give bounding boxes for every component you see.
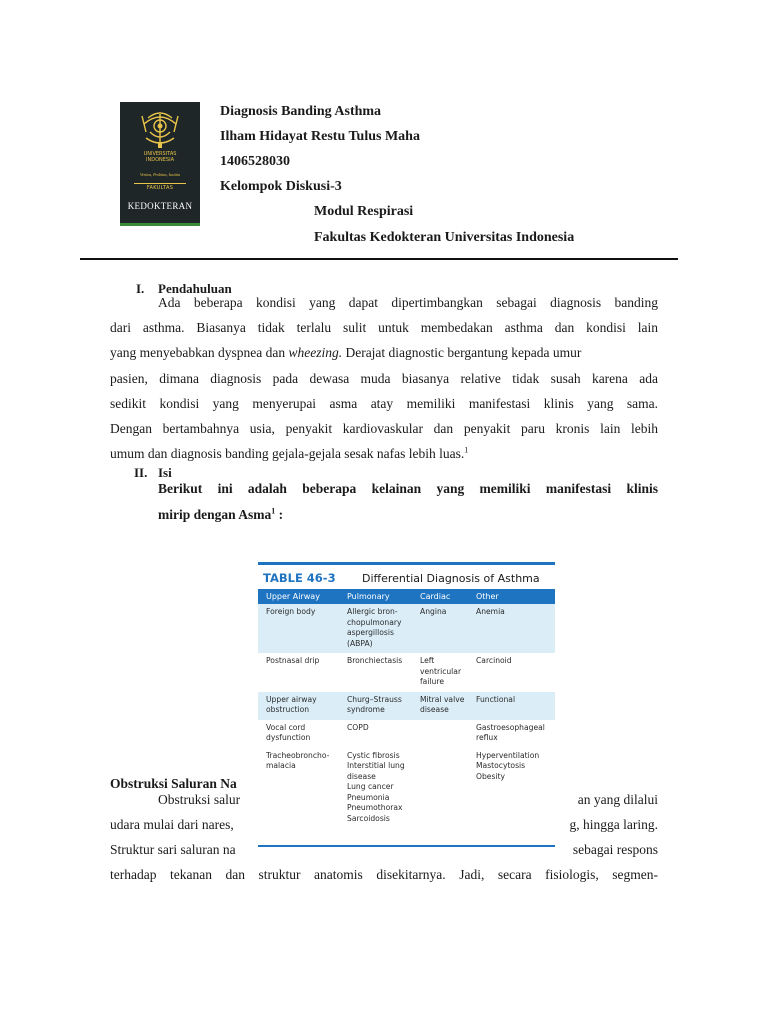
section3-line4: terhadap tekanan dan struktur anatomis disekitarnya. Jadi, secara fisiologis, segmen- <box>110 867 658 882</box>
section2-title: Isi <box>158 465 172 480</box>
table-cell: Anemia <box>476 607 505 616</box>
table-cell: Left ventricular failure <box>420 656 462 686</box>
section3-line2-left: udara mulai dari nares, <box>110 817 234 832</box>
table-header-cell: Other <box>476 592 499 601</box>
footnote-ref: 1 <box>464 445 469 455</box>
text-run: mirip dengan Asma <box>158 507 272 522</box>
module-name: Modul Respirasi <box>314 204 414 219</box>
logo-divider <box>134 183 186 184</box>
section3-title: Obstruksi Saluran Na <box>110 776 237 791</box>
table-row <box>258 748 555 829</box>
table-title <box>258 565 555 589</box>
table-row <box>258 604 555 653</box>
section3-line3-left: Struktur sari saluran na <box>110 842 236 857</box>
table-body <box>258 604 555 828</box>
table-cell: Allergic bron- chopulmonary aspergillosis (ABPA) <box>347 607 402 648</box>
doc-title: Diagnosis Banding Asthma <box>220 104 382 119</box>
section1-line1: Ada beberapa kondisi yang dapat dipertimbangkan sebagai diagnosis banding <box>158 295 658 310</box>
table-cell: Mitral valve disease <box>420 694 465 714</box>
section3-line1-right: an yang dilalui <box>577 792 658 807</box>
table-header-cell: Pulmonary <box>347 592 390 601</box>
student-id: 1406528030 <box>220 154 290 169</box>
table-cell: Hyperventilation Mastocytosis Obesity <box>476 750 540 781</box>
table-cell: Angina <box>420 607 447 616</box>
section3-line3-right: sebagai respons <box>572 842 658 857</box>
text-run: yang menyebabkan dyspnea dan <box>110 345 289 360</box>
table-cell: Tracheobroncho- malacia <box>266 750 330 770</box>
section1-line5: sedikit kondisi yang menyerupai asma atay memiliki manifestasi klinis yang sama. <box>110 396 658 411</box>
section2-number: II. <box>134 465 148 480</box>
text-run: Derajat diagnostic bergantung kepada umur <box>342 345 582 360</box>
logo-university-line1: UNIVERSITAS <box>143 151 177 157</box>
makara-emblem-icon <box>120 102 200 182</box>
logo-university-line2: INDONESIA <box>146 157 174 163</box>
section1-line3 <box>110 345 658 361</box>
table-row <box>258 720 555 748</box>
faculty-logo <box>120 102 200 226</box>
section1-title: Pendahuluan <box>158 281 232 296</box>
table-cell: Carcinoid <box>476 656 512 665</box>
logo-faculty-label: FAKULTAS <box>146 185 174 191</box>
section3-line2-right: g, hingga laring. <box>569 817 658 832</box>
table-cell: Upper airway obstruction <box>266 694 317 714</box>
text-run: : <box>275 507 284 522</box>
table-cell: COPD <box>347 722 369 732</box>
italic-term: wheezing. <box>288 345 343 360</box>
section1-line6: Dengan bertambahnya usia, penyakit kardiovaskular dan penyakit paru kronis lain lebih <box>110 421 658 436</box>
author-name: Ilham Hidayat Restu Tulus Maha <box>220 129 420 144</box>
table-cell: Bronchiectasis <box>347 656 403 665</box>
section2-intro-line2 <box>158 507 658 523</box>
table-cell: Functional <box>476 694 516 704</box>
section3-line1-left: Obstruksi salur <box>158 792 241 807</box>
table-cell: Postnasal drip <box>266 656 320 665</box>
table-cell: Vocal cord dysfunction <box>266 722 311 742</box>
logo-faculty-name: KEDOKTERAN <box>127 201 193 211</box>
table-cell: Foreign body <box>266 607 316 616</box>
table-header-cell: Cardiac <box>420 592 451 601</box>
table-header-cell: Upper Airway <box>266 592 320 601</box>
table-header-row <box>258 589 555 604</box>
differential-diagnosis-table <box>258 562 555 847</box>
table-label: TABLE 46-3 <box>263 571 336 585</box>
table-caption: Differential Diagnosis of Asthma <box>362 572 540 585</box>
table-row <box>258 692 555 720</box>
group-name: Kelompok Diskusi-3 <box>220 179 342 194</box>
text-run: umum dan diagnosis banding gejala-gejala sesak nafas lebih luas. <box>110 446 465 461</box>
header-rule <box>80 258 678 260</box>
footnote-ref: 1 <box>271 506 276 516</box>
faculty-name: Fakultas Kedokteran Universitas Indonesia <box>314 230 575 245</box>
section1-line7 <box>110 446 658 462</box>
section2-intro-line1: Berikut ini adalah beberapa kelainan yang memiliki manifestasi klinis <box>158 481 658 496</box>
table-cell: Cystic fibrosis Interstitial lung disease Lung cancer Pneumonia Pneumothorax Sarcoidosis <box>347 750 405 823</box>
section1-line4: pasien, dimana diagnosis pada dewasa muda biasanya relative tidak susah karena ada <box>110 371 658 386</box>
table-cell: Churg–Strauss syndrome <box>347 694 402 714</box>
table-cell: Gastroesophageal reflux <box>476 722 545 742</box>
section1-line2: dari asthma. Biasanya tidak terlalu sulit untuk membedakan asthma dan kondisi lain <box>110 320 658 335</box>
section1-number: I. <box>136 281 145 296</box>
logo-tagline: Veritas, Probitas, Iustitia <box>139 172 181 177</box>
table-row <box>258 653 555 692</box>
table-bottom-bar <box>258 845 555 847</box>
